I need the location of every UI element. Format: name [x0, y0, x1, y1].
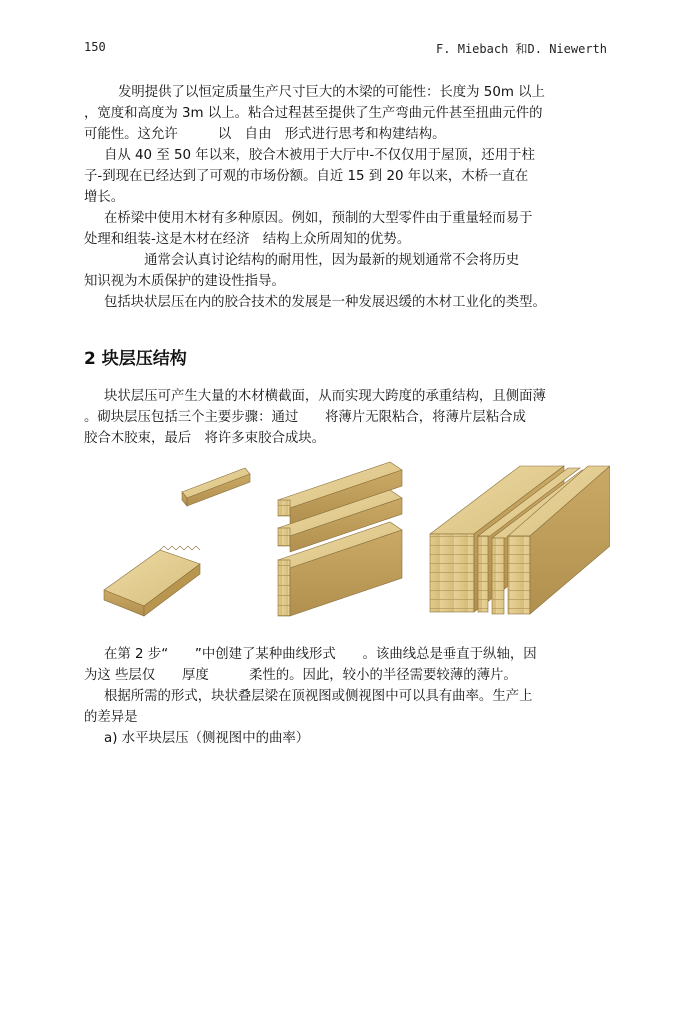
page-number: 150: [84, 40, 106, 54]
paragraph-1: [84, 82, 610, 145]
glued-block: [430, 466, 610, 614]
text-line: 在桥梁中使用木材有多种原因。例如，预制的大型零件由于重量轻而易于: [104, 211, 533, 226]
glulam-beams: [278, 462, 402, 616]
running-head: F. Miebach 和D. Niewerth: [436, 42, 607, 56]
list-item: a) 水平块层压（侧视图中的曲率）: [104, 731, 310, 746]
text-line: 处理和组装-这是木材在经济 结构上众所周知的优势。: [84, 232, 411, 247]
text-line: 的差异是: [84, 710, 138, 725]
text-line: 通常会认真讨论结构的耐用性，因为最新的规划通常不会将历史: [104, 253, 520, 268]
paragraph-5: [84, 292, 610, 313]
text-line: 在第 2 步“ ”中创建了某种曲线形式 。该曲线总是垂直于纵轴，因: [104, 647, 537, 662]
paragraph-8: [84, 686, 610, 728]
text-line: 可能性。这允许 以 自由 形式进行思考和构建结构。: [84, 127, 446, 142]
text-line: 增长。: [84, 190, 125, 205]
text-line: 包括块状层压在内的胶合技术的发展是一种发展迟缓的木材工业化的类型。: [104, 295, 546, 310]
section-title: 2 块层压结构: [84, 349, 187, 369]
paragraph-7: [84, 644, 610, 686]
text-line: ，宽度和高度为 3m 以上。粘合过程甚至提供了生产弯曲元件甚至扭曲元件的: [84, 106, 543, 121]
text-line: 块状层压可产生大量的木材横截面，从而实现大跨度的承重结构，且侧面薄: [104, 389, 546, 404]
lamella-bottom: [104, 546, 200, 616]
text-line: 胶合木胶束，最后 将许多束胶合成块。: [84, 431, 326, 446]
paragraph-9: [84, 728, 610, 749]
wood-beams-illustration: [90, 456, 610, 628]
text-line: 根据所需的形式，块状叠层梁在顶视图或侧视图中可以具有曲率。生产上: [104, 689, 533, 704]
text-line: 知识视为木质保护的建设性指导。: [84, 274, 285, 289]
paragraph-3: [84, 208, 610, 250]
text-line: 子-到现在已经达到了可观的市场份额。自近 15 到 20 年以来，木桥一直在: [84, 169, 529, 184]
text-line: 发明提供了以恒定质量生产尺寸巨大的木梁的可能性：长度为 50m 以上: [118, 85, 545, 100]
paragraph-2: [84, 145, 610, 208]
text-line: 为这 些层仅 厚度 柔性的。因此，较小的半径需要较薄的薄片。: [84, 668, 517, 683]
block-lamination-figure: [90, 456, 610, 628]
lamella-top: [182, 468, 250, 506]
paragraph-4: [84, 250, 610, 292]
text-line: 自从 40 至 50 年以来，胶合木被用于大厅中-不仅仅用于屋顶，还用于柱: [104, 148, 535, 163]
paragraph-6: [84, 386, 610, 449]
page-header: [84, 40, 607, 58]
text-line: 。砌块层压包括三个主要步骤：通过 将薄片无限粘合，将薄片层粘合成: [84, 410, 526, 425]
